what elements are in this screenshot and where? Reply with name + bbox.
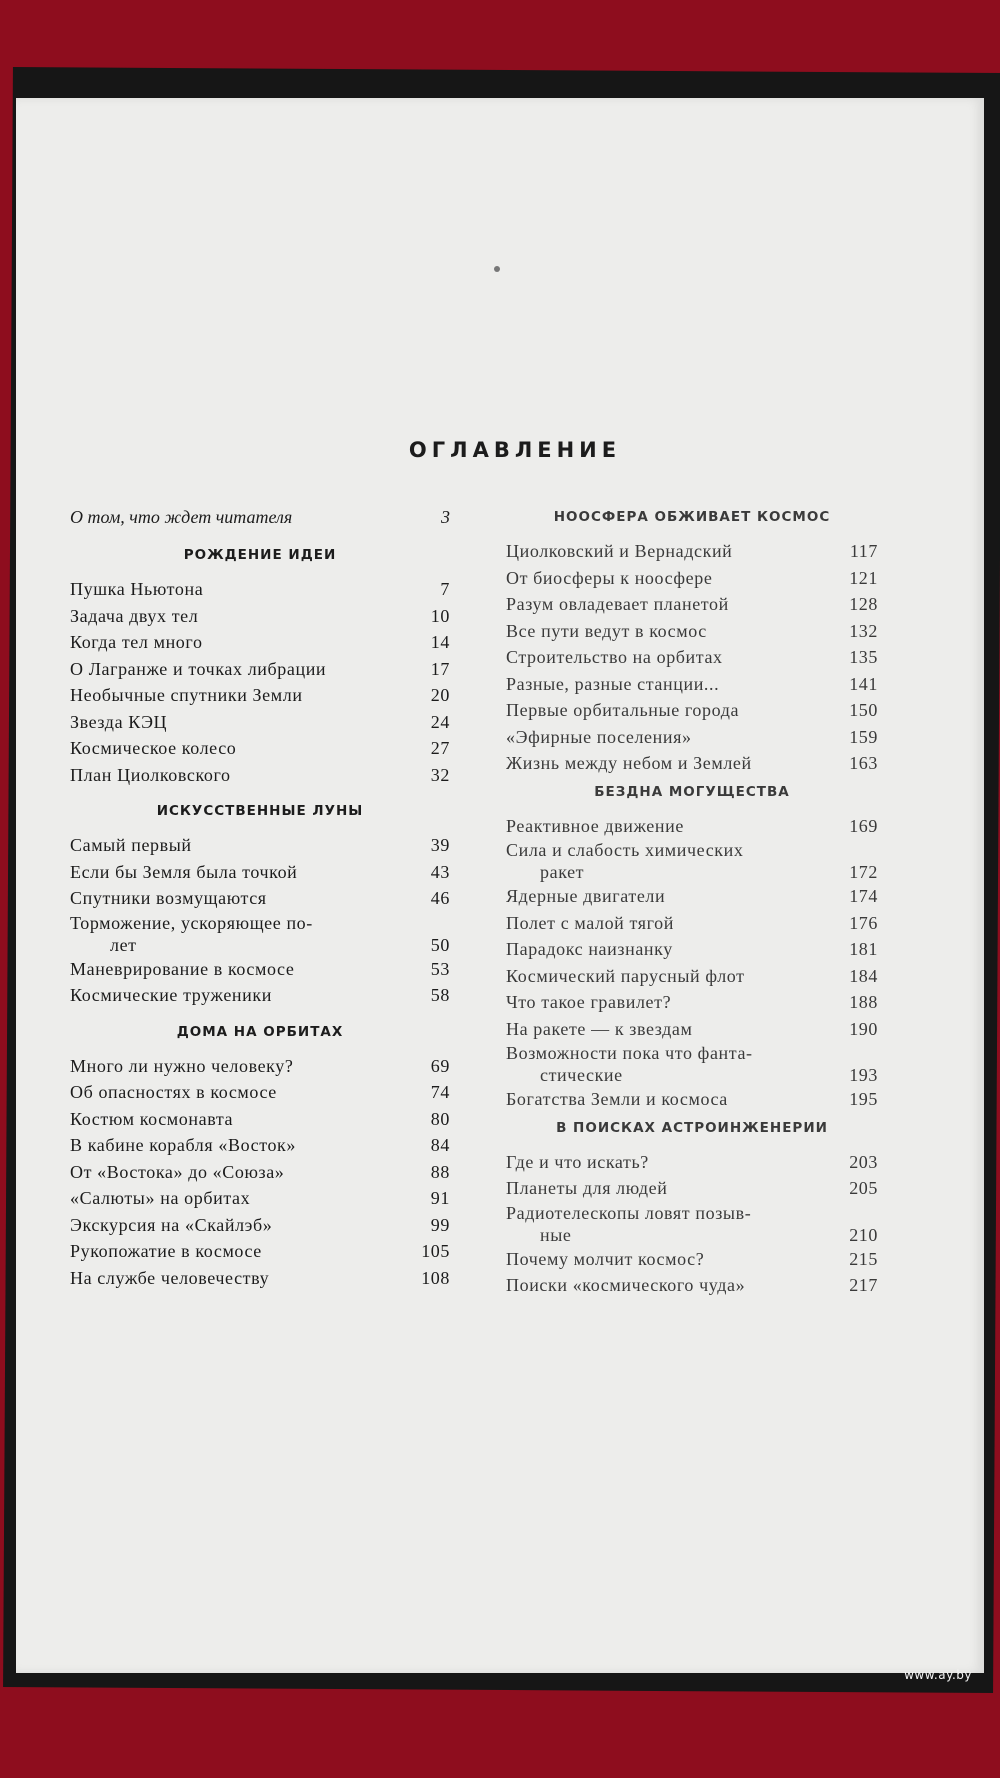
toc-entry-title-line1: Возможности пока что фанта- (506, 1043, 753, 1063)
toc-entry (70, 956, 450, 983)
toc-entry-title: Все пути ведут в космос (506, 620, 707, 641)
toc-entry-title: В кабине корабля «Восток» (70, 1135, 296, 1155)
toc-entry (70, 1185, 450, 1212)
toc-entry-page: 39 (430, 835, 450, 855)
toc-entry-title: «Эфирные поселения» (506, 726, 692, 747)
toc-entry-title: Если бы Земля была точкой (70, 861, 298, 882)
toc-section (506, 502, 878, 777)
toc-entry-page: 117 (849, 541, 878, 561)
toc-entry (70, 735, 450, 762)
toc-entry-title-line2: ные (540, 1224, 572, 1245)
toc-entry (70, 682, 450, 709)
toc-entry (70, 656, 450, 683)
toc-entry-title: Где и что искать? (506, 1151, 649, 1172)
toc-entry-line2 (506, 861, 878, 883)
toc-entry-page: 69 (430, 1055, 450, 1076)
toc-entry-title: «Салюты» на орбитах (70, 1188, 251, 1208)
toc-entry (506, 1202, 878, 1246)
toc-entry-title: Полет с малой тягой (506, 912, 674, 933)
toc-entry (506, 1149, 878, 1176)
toc-entry-page: 195 (849, 1089, 878, 1109)
toc-entry-page: 210 (849, 1224, 878, 1245)
toc-entry (506, 538, 878, 565)
toc-left-sections (70, 540, 450, 1291)
toc-entry-page: 121 (849, 567, 878, 588)
toc-entry-title-line1: Торможение, ускоряющее по- (70, 912, 313, 933)
toc-entry-title: Планеты для людей (506, 1178, 668, 1198)
section-heading: РОЖДЕНИЕ ИДЕИ (183, 547, 337, 563)
toc-entry (506, 839, 878, 883)
section-heading: ДОМА НА ОРБИТАХ (176, 1023, 344, 1040)
toc-entry-page: 3 (441, 507, 450, 527)
toc-section (70, 540, 450, 788)
toc-entry-title: Задача двух тел (70, 605, 199, 626)
toc-entry (506, 1175, 878, 1202)
toc-entry-title: На службе человечеству (70, 1267, 270, 1288)
toc-entry-title: Первые орбитальные города (506, 700, 740, 720)
section-heading: НООСФЕРА ОБЖИВАЕТ КОСМОС (553, 509, 831, 525)
toc-entry-title: Космический парусный флот (506, 965, 745, 986)
toc-entry-title-line2: стические (540, 1065, 623, 1085)
toc-entry-title: Разум овладевает планетой (506, 594, 729, 614)
toc-entry (70, 1159, 450, 1186)
toc-entry-title-line1: Сила и слабость химических (506, 840, 744, 860)
toc-entry-page: 14 (430, 632, 450, 652)
toc-entry-title: Маневрирование в космосе (70, 958, 295, 979)
toc-entry (70, 1212, 450, 1239)
toc-entry (506, 989, 878, 1016)
toc-intro-entry (70, 502, 450, 532)
toc-entry-title-line2: лет (110, 934, 137, 955)
toc-entry-page: 176 (849, 912, 878, 933)
toc-entry-title: Экскурсия на «Скайлэб» (70, 1214, 273, 1235)
toc-column-right (506, 502, 878, 1299)
toc-section (506, 777, 878, 1113)
toc-entry-title: Необычные спутники Земли (70, 685, 303, 705)
page-speck (494, 266, 500, 272)
toc-entry (506, 591, 878, 618)
toc-entry (70, 1079, 450, 1106)
toc-entry-page: 50 (430, 934, 450, 955)
toc-right-sections (506, 502, 878, 1299)
toc-entry-page: 32 (430, 764, 450, 785)
toc-entry (70, 576, 450, 603)
toc-entry (70, 1265, 450, 1292)
toc-entry-page: 128 (849, 594, 878, 614)
toc-entry-title-line1: Радиотелескопы ловят позыв- (506, 1202, 752, 1223)
page-title: ОГЛАВЛЕНИЕ (408, 438, 622, 462)
toc-entry (506, 724, 878, 751)
toc-entry-page: 7 (440, 579, 450, 599)
toc-entry-page: 215 (849, 1248, 878, 1269)
toc-entry-title: О Лагранже и точках либрации (70, 658, 327, 679)
book-page (16, 98, 984, 1673)
toc-entry-title: От «Востока» до «Союза» (70, 1161, 285, 1182)
toc-entry-page: 141 (849, 673, 878, 694)
watermark: www.ay.by (904, 1668, 972, 1682)
toc-entry-page: 74 (430, 1082, 450, 1102)
toc-entry-page: 46 (430, 888, 450, 908)
toc-entry-page: 58 (430, 985, 450, 1005)
toc-entry-page: 17 (430, 658, 450, 679)
toc-entry-line2 (70, 934, 450, 956)
toc-entry-page: 88 (430, 1161, 450, 1182)
toc-section (70, 796, 450, 1009)
toc-entry (70, 832, 450, 859)
toc-entry-title: Поиски «космического чуда» (506, 1275, 746, 1295)
toc-entry (70, 629, 450, 656)
toc-entry (506, 644, 878, 671)
toc-entry (506, 883, 878, 910)
toc-section (70, 1017, 450, 1292)
toc-entry-page: 105 (421, 1241, 450, 1261)
toc-entry-title: О том, что ждет читателя (70, 507, 293, 527)
toc-entry-title: Много ли нужно человеку? (70, 1055, 294, 1076)
toc-entry-page: 193 (849, 1065, 878, 1085)
toc-entry-page: 150 (849, 700, 878, 720)
toc-entry (70, 982, 450, 1009)
toc-entry (506, 565, 878, 592)
toc-entry-page: 163 (849, 753, 878, 773)
toc-entry (70, 603, 450, 630)
toc-entry-title: Космические труженики (70, 985, 272, 1005)
toc-entry-title: Парадокс наизнанку (506, 939, 673, 959)
toc-entry (506, 1042, 878, 1086)
toc-entry (506, 1086, 878, 1113)
toc-entry (70, 885, 450, 912)
section-heading: В ПОИСКАХ АСТРОИНЖЕНЕРИИ (556, 1119, 828, 1136)
toc-entry-page: 53 (430, 958, 450, 979)
toc-entry (70, 912, 450, 956)
toc-entry-title: План Циолковского (70, 764, 231, 785)
section-heading: ИСКУССТВЕННЫЕ ЛУНЫ (156, 803, 364, 819)
toc-entry-page: 169 (849, 815, 878, 836)
toc-entry-page: 91 (430, 1188, 450, 1208)
toc-entry-title: Спутники возмущаются (70, 888, 267, 908)
toc-entry-line2 (506, 1224, 878, 1246)
toc-entry (506, 963, 878, 990)
toc-entry-title: Об опасностях в космосе (70, 1082, 277, 1102)
toc-entry-title: Богатства Земли и космоса (506, 1089, 728, 1109)
toc-entry-title: Костюм космонавта (70, 1108, 234, 1129)
toc-entry-title: Что такое гравилет? (506, 992, 672, 1012)
toc-entry (506, 1246, 878, 1273)
toc-entry-page: 20 (430, 685, 450, 705)
toc-entry-page: 159 (849, 726, 878, 747)
section-heading: БЕЗДНА МОГУЩЕСТВА (594, 783, 790, 800)
toc-entry-title: Реактивное движение (506, 815, 684, 836)
toc-entry-page: 188 (849, 992, 878, 1012)
toc-entry (506, 750, 878, 777)
toc-entry-page: 172 (849, 862, 878, 882)
toc-entry (506, 936, 878, 963)
toc-entry-title: От биосферы к ноосфере (506, 567, 713, 588)
toc-entry-title: Звезда КЭЦ (70, 711, 168, 732)
toc-entry-title: Ядерные двигатели (506, 886, 666, 906)
toc-entry-page: 132 (849, 620, 878, 641)
toc-entry (506, 1016, 878, 1043)
toc-entry-title: Жизнь между небом и Землей (506, 753, 752, 773)
toc-entry-title: Самый первый (70, 835, 192, 855)
toc-entry (506, 618, 878, 645)
toc-entry-line2 (506, 1064, 878, 1086)
toc-entry-title: Разные, разные станции... (506, 673, 720, 694)
toc-entry-title: Строительство на орбитах (506, 647, 723, 667)
toc-entry (506, 697, 878, 724)
toc-entry-page: 174 (849, 886, 878, 906)
toc-entry-page: 10 (430, 605, 450, 626)
toc-entry-title: Космическое колесо (70, 738, 237, 758)
toc-entry-page: 217 (849, 1275, 878, 1295)
toc-entry-page: 108 (421, 1267, 450, 1288)
toc-entry-page: 84 (430, 1135, 450, 1155)
toc-entry-page: 80 (430, 1108, 450, 1129)
toc-entry (506, 671, 878, 698)
toc-entry-page: 184 (849, 965, 878, 986)
toc-entry-page: 99 (430, 1214, 450, 1235)
toc-entry-title: Циолковский и Вернадский (506, 541, 733, 561)
toc-entry-page: 43 (430, 861, 450, 882)
toc-entry (70, 1106, 450, 1133)
toc-entry-page: 181 (849, 939, 878, 959)
toc-entry (70, 762, 450, 789)
toc-entry-page: 24 (430, 711, 450, 732)
toc-entry (70, 859, 450, 886)
toc-entry-page: 205 (849, 1178, 878, 1198)
toc-entry (506, 910, 878, 937)
toc-entry (506, 813, 878, 840)
toc-entry-title: Когда тел много (70, 632, 203, 652)
toc-entry (70, 1238, 450, 1265)
toc-entry-title-line2: ракет (540, 862, 585, 882)
toc-entry-page: 203 (849, 1151, 878, 1172)
toc-entry-page: 135 (849, 647, 878, 667)
toc-entry (70, 1132, 450, 1159)
toc-column-left (70, 502, 450, 1291)
toc-entry-title: Почему молчит космос? (506, 1248, 705, 1269)
toc-entry-title: Пушка Ньютона (70, 579, 204, 599)
toc-entry-page: 27 (430, 738, 450, 758)
toc-section (506, 1113, 878, 1299)
toc-entry (70, 709, 450, 736)
toc-entry-title: На ракете — к звездам (506, 1018, 693, 1039)
toc-entry-title: Рукопожатие в космосе (70, 1241, 262, 1261)
toc-entry (506, 1272, 878, 1299)
toc-entry (70, 1053, 450, 1080)
toc-entry-page: 190 (849, 1018, 878, 1039)
